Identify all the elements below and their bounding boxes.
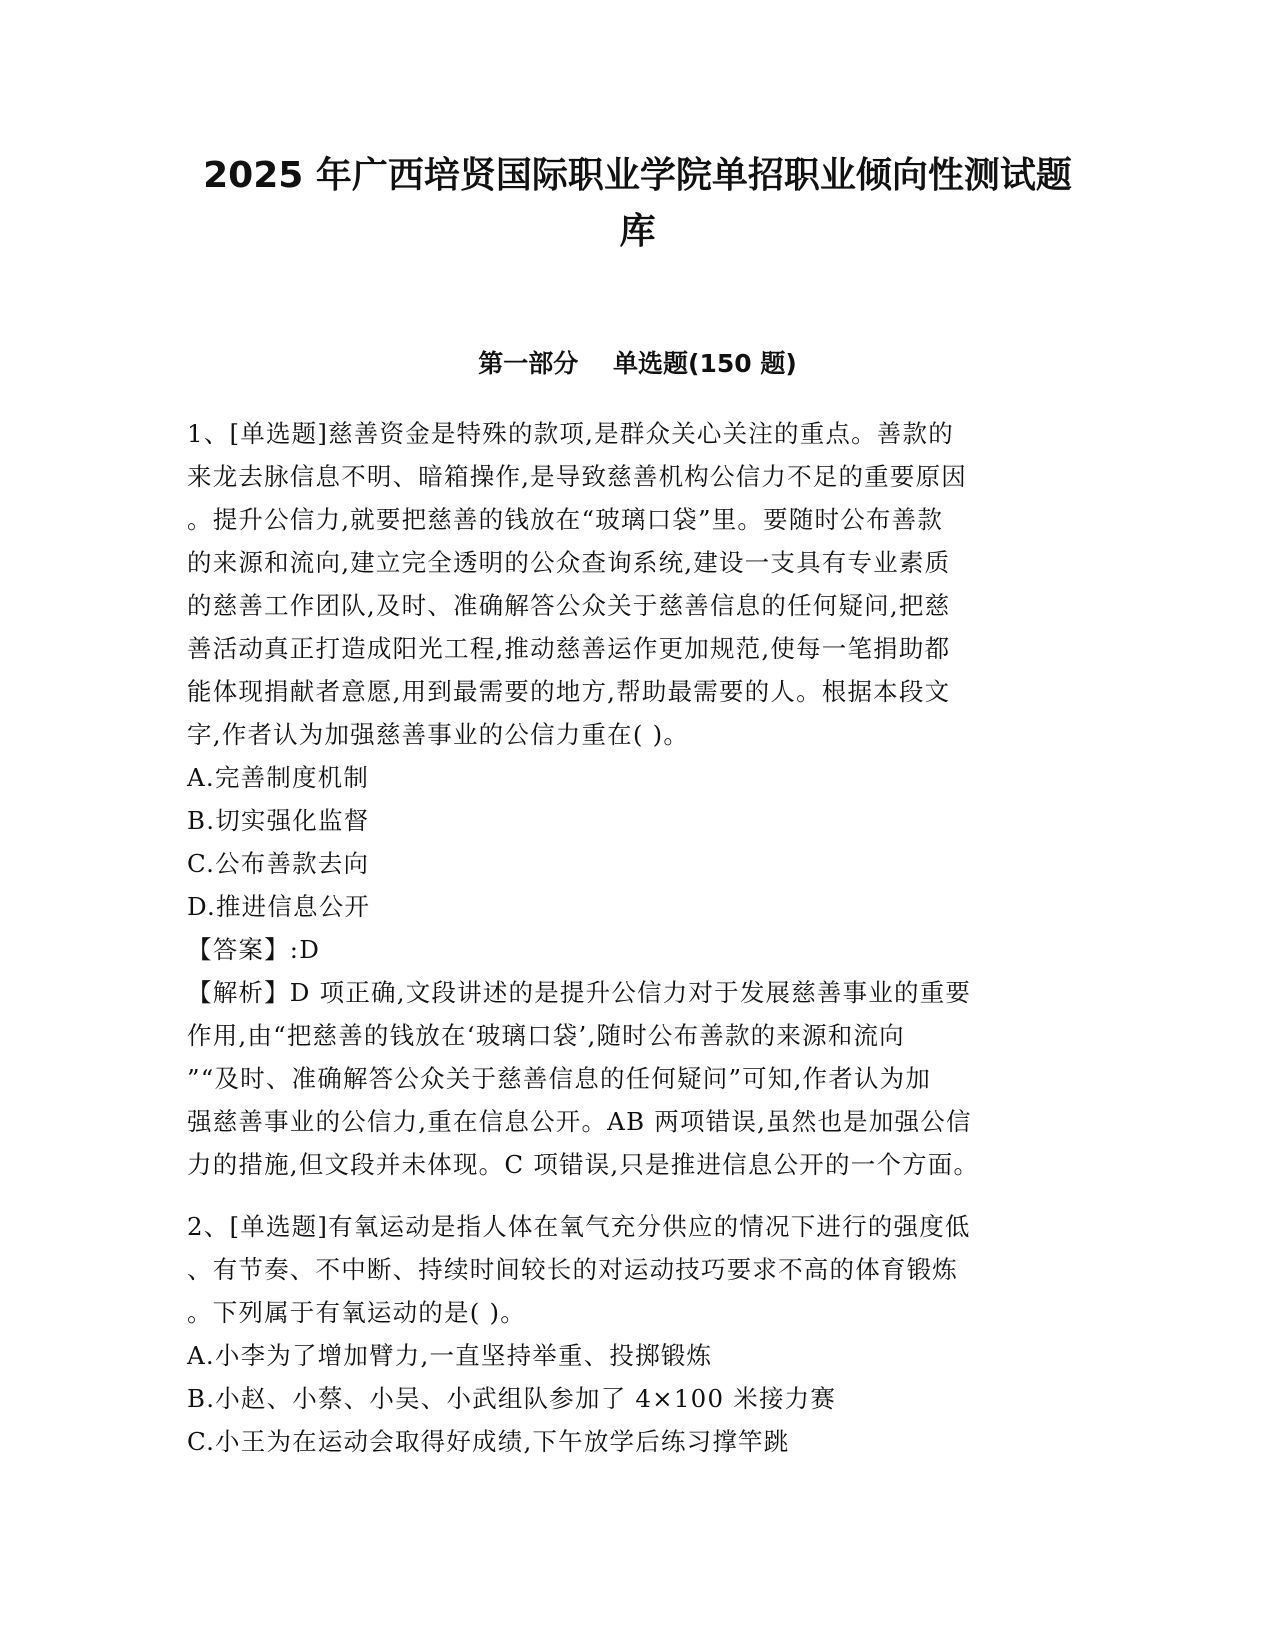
question-2-option-a: A.小李为了增加臂力,一直坚持举重、投掷锻炼 [187, 1341, 713, 1370]
question-1-analysis-line: 强慈善事业的公信力,重在信息公开。AB 两项错误,虽然也是加强公信 [187, 1107, 972, 1136]
document-title [150, 148, 1125, 260]
question-2 [187, 1205, 1077, 1463]
question-1-stem [187, 412, 1077, 756]
question-2-stem-line: 。下列属于有氧运动的是( )。 [187, 1298, 526, 1327]
document-title-line-1: 2025 年广西培贤国际职业学院单招职业倾向性测试题 [203, 155, 1072, 196]
question-1-stem-line: 字,作者认为加强慈善事业的公信力重在( )。 [187, 720, 690, 749]
question-1-analysis [187, 971, 1077, 1186]
question-2-option-b: B.小赵、小蔡、小吴、小武组队参加了 4×100 米接力赛 [187, 1384, 837, 1413]
question-2-stem [187, 1205, 1077, 1334]
section-heading: 第一部分 单选题(150 题) [478, 349, 797, 378]
question-2-options [187, 1334, 1077, 1463]
question-1 [187, 412, 1077, 1186]
question-1-analysis-line: 【解析】D 项正确,文段讲述的是提升公信力对于发展慈善事业的重要 [187, 978, 972, 1007]
question-1-stem-line: 能体现捐献者意愿,用到最需要的地方,帮助最需要的人。根据本段文 [187, 677, 951, 706]
question-2-option-c: C.小王为在运动会取得好成绩,下午放学后练习撑竿跳 [187, 1427, 790, 1456]
question-1-answer: 【答案】:D [187, 935, 321, 964]
question-1-stem-line: 的慈善工作团队,及时、准确解答公众关于慈善信息的任何疑问,把慈 [187, 591, 951, 620]
question-1-stem-line: 善活动真正打造成阳光工程,推动慈善运作更加规范,使每一笔捐助都 [187, 634, 951, 663]
question-1-option-a: A.完善制度机制 [187, 763, 370, 792]
question-1-stem-line: 来龙去脉信息不明、暗箱操作,是导致慈善机构公信力不足的重要原因 [187, 462, 967, 491]
question-1-analysis-line: ”“及时、准确解答公众关于慈善信息的任何疑问”可知,作者认为加 [187, 1064, 932, 1093]
question-1-stem-line: 1、[单选题]慈善资金是特殊的款项,是群众关心关注的重点。善款的 [187, 419, 954, 448]
question-1-stem-line: 的来源和流向,建立完全透明的公众查询系统,建设一支具有专业素质 [187, 548, 951, 577]
question-2-stem-line: 2、[单选题]有氧运动是指人体在氧气充分供应的情况下进行的强度低 [187, 1212, 971, 1241]
question-1-option-c: C.公布善款去向 [187, 849, 370, 878]
question-1-analysis-line: 力的措施,但文段并未体现。C 项错误,只是推进信息公开的一个方面。 [187, 1150, 980, 1179]
question-1-option-b: B.切实强化监督 [187, 806, 370, 835]
question-1-stem-line: 。提升公信力,就要把慈善的钱放在“玻璃口袋”里。要随时公布善款 [187, 505, 944, 534]
question-1-option-d: D.推进信息公开 [187, 892, 371, 921]
document-title-line-2: 库 [619, 211, 656, 252]
question-1-options [187, 756, 1077, 928]
question-2-stem-line: 、有节奏、不中断、持续时间较长的对运动技巧要求不高的体育锻炼 [187, 1255, 958, 1284]
question-1-analysis-line: 作用,由“把慈善的钱放在‘玻璃口袋’,随时公布善款的来源和流向 [187, 1021, 905, 1050]
